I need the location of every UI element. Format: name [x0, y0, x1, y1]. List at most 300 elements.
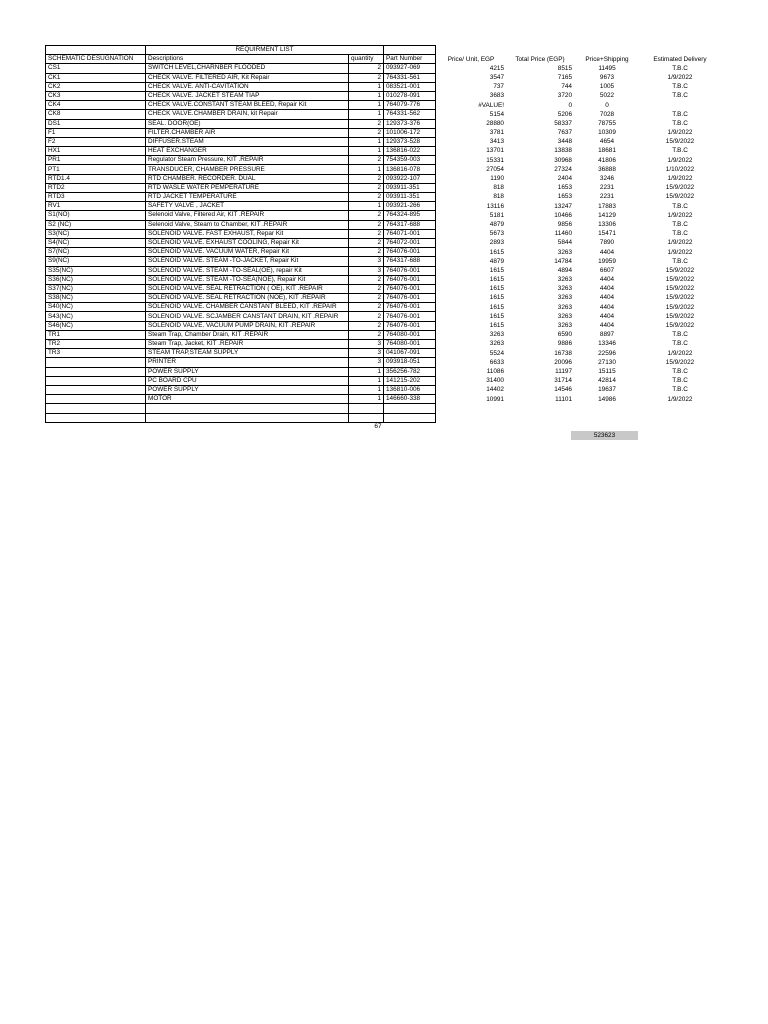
price-row — [436, 64, 720, 73]
unit-price-cell: 1615 — [489, 322, 504, 330]
table-row — [46, 193, 436, 202]
part-number-cell: 764076-001 — [384, 294, 436, 303]
total-price-cell: 3263 — [557, 294, 572, 302]
quantity-cell: 2 — [349, 284, 384, 293]
part-number-cell: 764076-001 — [384, 303, 436, 312]
table-row — [46, 156, 436, 165]
price-shipping-cell: 27130 — [598, 358, 616, 366]
part-number-cell: 129373-376 — [384, 119, 436, 128]
price-shipping-cell: 36888 — [598, 165, 616, 173]
description-cell: SOLENOID VALVE. VACUUM PUMP DRAIN, KIT .REPAIR — [146, 321, 349, 330]
delivery-cell: 1/9/2022 — [667, 349, 693, 357]
price-shipping-cell: 22596 — [598, 349, 616, 357]
header-part-number: Part Number — [384, 55, 436, 64]
unit-price-cell: 4879 — [489, 257, 504, 265]
quantity-cell: 2 — [349, 73, 384, 82]
table-row — [46, 284, 436, 293]
unit-price-cell: 3781 — [489, 129, 504, 137]
unit-price-cell: 31400 — [486, 377, 504, 385]
price-shipping-cell: 15115 — [598, 367, 616, 375]
quantity-cell: 2 — [349, 183, 384, 192]
description-cell: SOLENOID VALVE. STEAM -TO-SEA(NOE), Repair Kit — [146, 275, 349, 284]
quantity-cell: 2 — [349, 128, 384, 137]
designation-cell: S36(NC) — [46, 275, 146, 284]
price-table — [436, 55, 720, 404]
total-price-cell: 3263 — [557, 285, 572, 293]
price-row — [436, 83, 720, 92]
designation-cell: CK8 — [46, 110, 146, 119]
price-shipping-cell: 4404 — [599, 303, 615, 311]
header-unit-price: Price/ Unit, EGP — [447, 55, 495, 63]
quantity-cell: 2 — [349, 330, 384, 339]
description-cell: SEAL. DOOR(OE) — [146, 119, 349, 128]
price-shipping-cell: 4404 — [599, 322, 615, 330]
quantity-cell: 2 — [349, 238, 384, 247]
delivery-cell: 15/9/2022 — [665, 322, 695, 330]
total-price-cell: 13838 — [554, 147, 572, 155]
price-shipping-cell: 5022 — [599, 92, 615, 100]
price-shipping-cell: 3246 — [599, 175, 615, 183]
description-cell: CHECK VALVE. ANTI-CAVITATION — [146, 82, 349, 91]
part-number-cell: 764076-001 — [384, 266, 436, 275]
total-price-cell: 11101 — [555, 395, 572, 403]
description-cell: RTD JACKET TEMPERATURE — [146, 193, 349, 202]
part-number-cell: 083521-001 — [384, 82, 436, 91]
description-cell: Selenoid Valve, Filtered Air, KIT .REPAIR — [146, 211, 349, 220]
price-row — [436, 193, 720, 202]
table-row — [46, 349, 436, 358]
unit-price-cell: 3413 — [489, 138, 504, 146]
quantity-cell: 1 — [349, 101, 384, 110]
description-cell: CHECK VALVE. FILTERED AIR, Kit Repair — [146, 73, 349, 82]
empty-cell — [384, 413, 436, 422]
table-row — [46, 395, 436, 404]
price-row — [436, 285, 720, 294]
price-row — [436, 147, 720, 156]
price-shipping-cell: 9673 — [599, 73, 615, 81]
designation-cell: DS1 — [46, 119, 146, 128]
quantity-cell: 1 — [349, 147, 384, 156]
table-row — [46, 238, 436, 247]
quantity-cell: 2 — [349, 174, 384, 183]
table-row — [46, 294, 436, 303]
price-columns — [436, 55, 720, 404]
delivery-cell: T.B.C — [672, 331, 688, 339]
price-row — [436, 129, 720, 138]
table-row — [46, 183, 436, 192]
part-number-cell: 129373-528 — [384, 137, 436, 146]
delivery-cell: 1/9/2022 — [667, 129, 693, 137]
table-row — [46, 101, 436, 110]
description-cell: SOLENOID VALVE. SEAL RETRACTION (NOE), KIT .REPAIR — [146, 294, 349, 303]
quantity-cell: 2 — [349, 193, 384, 202]
unit-price-cell: 1615 — [489, 285, 504, 293]
price-row — [436, 184, 720, 193]
total-price-cell: 6590 — [557, 331, 572, 339]
total-price-cell: 30968 — [554, 156, 572, 164]
table-row — [46, 229, 436, 238]
quantity-cell: 3 — [349, 266, 384, 275]
total-price-cell: 9886 — [557, 340, 572, 348]
unit-price-cell: 1615 — [489, 276, 504, 284]
empty-cell — [146, 404, 349, 413]
delivery-cell: T.B.C — [672, 230, 688, 238]
delivery-cell: T.B.C — [672, 83, 688, 91]
price-shipping-cell: 4404 — [599, 294, 615, 302]
part-number-cell: 093927-069 — [384, 64, 436, 73]
price-shipping-cell: 14129 — [598, 211, 616, 219]
total-price-cell: 5844 — [557, 239, 572, 247]
part-number-cell: 764076-001 — [384, 312, 436, 321]
empty-cell — [384, 404, 436, 413]
price-row — [436, 294, 720, 303]
empty-cell — [349, 413, 384, 422]
description-cell: SOLENOID VALVE. FAST EXHAUST, Repar Kit — [146, 229, 349, 238]
designation-cell: S2 (NC) — [46, 220, 146, 229]
table-row — [46, 303, 436, 312]
designation-cell: S7(NC) — [46, 248, 146, 257]
part-number-cell: 764076-001 — [384, 321, 436, 330]
part-number-cell: 093918-051 — [384, 358, 436, 367]
price-row — [436, 386, 720, 395]
price-row — [436, 266, 720, 275]
table-row — [46, 367, 436, 376]
quantity-cell: 1 — [349, 385, 384, 394]
quantity-cell: 1 — [349, 82, 384, 91]
designation-cell: CS1 — [46, 64, 146, 73]
price-row — [436, 138, 720, 147]
price-shipping-cell: 8897 — [599, 331, 615, 339]
designation-cell: TR3 — [46, 349, 146, 358]
quantity-cell: 2 — [349, 303, 384, 312]
designation-cell: CK2 — [46, 82, 146, 91]
price-row — [436, 312, 720, 321]
description-cell: STEAM TRAP,STEAM SUPPLY — [146, 349, 349, 358]
price-shipping-cell: 4404 — [599, 312, 615, 320]
header-description: Descriptions — [146, 55, 349, 64]
footer-blank-cell — [46, 422, 146, 431]
price-row — [436, 92, 720, 101]
price-shipping-cell: 17883 — [598, 202, 616, 210]
unit-price-cell: 2893 — [489, 239, 504, 247]
description-cell: SOLENOID VALVE. SCJAMBER CANSTANT DRAIN, KIT .REPAIR — [146, 312, 349, 321]
price-shipping-cell: 1005 — [599, 83, 615, 91]
part-number-cell: 093911-351 — [384, 193, 436, 202]
part-number-cell: 764317-688 — [384, 257, 436, 266]
description-cell: PC BOARD CPU — [146, 376, 349, 385]
price-row — [436, 358, 720, 367]
price-row — [436, 349, 720, 358]
price-shipping-cell: 19637 — [598, 386, 616, 394]
total-price-cell: 5206 — [557, 110, 572, 118]
total-price-cell: 0 — [568, 101, 572, 109]
designation-cell: CK3 — [46, 91, 146, 100]
designation-cell — [46, 395, 146, 404]
total-price-cell: 14784 — [554, 257, 572, 265]
total-price-cell: 27324 — [554, 165, 572, 173]
delivery-cell — [640, 101, 720, 110]
empty-cell — [46, 404, 146, 413]
price-row — [436, 101, 720, 110]
designation-cell: RV1 — [46, 202, 146, 211]
quantity-cell: 3 — [349, 257, 384, 266]
price-row — [436, 211, 720, 220]
part-number-cell: 764317-688 — [384, 220, 436, 229]
part-number-cell: 041067-091 — [384, 349, 436, 358]
delivery-cell: 1/9/2022 — [667, 395, 693, 403]
designation-cell: RTD3 — [46, 193, 146, 202]
part-number-cell: 136816-022 — [384, 147, 436, 156]
header-row — [46, 55, 436, 64]
table-row — [46, 321, 436, 330]
designation-cell: S46(NC) — [46, 321, 146, 330]
table-row — [46, 330, 436, 339]
part-number-cell: 764080-001 — [384, 330, 436, 339]
delivery-cell: 15/9/2022 — [665, 276, 695, 284]
price-row — [436, 110, 720, 119]
designation-cell: PR1 — [46, 156, 146, 165]
quantity-cell: 3 — [349, 349, 384, 358]
table-row — [46, 119, 436, 128]
quantity-cell: 1 — [349, 91, 384, 100]
quantity-cell: 2 — [349, 275, 384, 284]
requirement-table — [45, 45, 436, 431]
quantity-cell: 2 — [349, 64, 384, 73]
unit-price-cell: 13701 — [486, 147, 504, 155]
price-shipping-cell: 4654 — [599, 138, 615, 146]
delivery-cell: 1/9/2022 — [667, 248, 693, 256]
quantity-cell: 2 — [349, 211, 384, 220]
part-number-cell: 764076-001 — [384, 284, 436, 293]
price-shipping-cell: 13306 — [598, 220, 616, 228]
total-price-cell: 1653 — [557, 193, 572, 201]
description-cell: Steam Trap, Jacket, KIT .REPAIR — [146, 340, 349, 349]
price-shipping-cell: 19959 — [598, 257, 616, 265]
unit-price-cell: 737 — [493, 83, 504, 91]
part-number-cell: 093921-266 — [384, 202, 436, 211]
total-price-cell: 7637 — [557, 129, 572, 137]
delivery-cell: 15/9/2022 — [665, 312, 695, 320]
delivery-cell: 15/9/2022 — [665, 266, 695, 274]
total-price-cell: 31714 — [554, 377, 572, 385]
table-row — [46, 73, 436, 82]
price-shipping-cell: 4404 — [599, 276, 615, 284]
table-row — [46, 91, 436, 100]
delivery-cell: 15/9/2022 — [665, 294, 695, 302]
delivery-cell: 15/9/2022 — [665, 303, 695, 311]
price-shipping-cell: 15471 — [598, 230, 616, 238]
designation-cell: S3(NC) — [46, 229, 146, 238]
price-row — [436, 239, 720, 248]
price-shipping-cell: 11495 — [598, 64, 616, 72]
description-cell: POWER SUPPLY — [146, 385, 349, 394]
quantity-cell: 1 — [349, 137, 384, 146]
empty-row — [46, 404, 436, 413]
price-row — [436, 119, 720, 128]
description-cell: RTD CHAMBER. RECORDER. DUAL — [146, 174, 349, 183]
quantity-cell: 1 — [349, 395, 384, 404]
description-cell: HEAT EXCHANGER — [146, 147, 349, 156]
price-shipping-cell: 14986 — [598, 395, 616, 403]
price-shipping-cell: 7890 — [599, 239, 615, 247]
price-row — [436, 367, 720, 376]
description-cell: CHECK VALVE.CHAMBER DRAIN, kit Repair — [146, 110, 349, 119]
delivery-cell: 1/9/2022 — [667, 239, 693, 247]
delivery-cell: T.B.C — [672, 147, 688, 155]
table-row — [46, 110, 436, 119]
table-row — [46, 128, 436, 137]
part-number-cell: 764331-561 — [384, 73, 436, 82]
designation-cell: HX1 — [46, 147, 146, 156]
price-row — [436, 202, 720, 211]
price-shipping-cell: 13346 — [598, 340, 616, 348]
description-cell: SOLENOID VALVE. SEAL RETRACTION ( OE), KIT .REPAIR — [146, 284, 349, 293]
price-row — [436, 331, 720, 340]
empty-cell — [46, 413, 146, 422]
description-cell: POWER SUPPLY — [146, 367, 349, 376]
unit-price-cell: 5154 — [489, 110, 504, 118]
delivery-cell: 15/9/2022 — [665, 138, 695, 146]
designation-cell: S4(NC) — [46, 238, 146, 247]
footer-blank-cell — [384, 422, 436, 431]
header-total-price: Total Price (EGP) — [515, 55, 565, 63]
total-price-cell: 3263 — [557, 248, 572, 256]
table-row — [46, 312, 436, 321]
title-row — [46, 46, 436, 55]
table-row — [46, 165, 436, 174]
table-row — [46, 220, 436, 229]
header-designation: SCHEMATIC DESUGNATION — [46, 55, 146, 64]
unit-price-cell: 818 — [493, 193, 504, 201]
price-shipping-cell: 2231 — [599, 193, 615, 201]
unit-price-cell: 5181 — [489, 211, 504, 219]
price-row — [436, 230, 720, 239]
header-price-shipping: Price+Shipping — [585, 55, 629, 63]
price-row — [436, 220, 720, 229]
part-number-cell: 136816-078 — [384, 165, 436, 174]
description-cell: FILTER.CHAMBER AIR — [146, 128, 349, 137]
total-price-cell: 2404 — [557, 175, 572, 183]
part-number-cell: 764076-001 — [384, 248, 436, 257]
empty-row — [46, 413, 436, 422]
part-number-cell: 146660-338 — [384, 395, 436, 404]
price-shipping-cell: 6607 — [599, 266, 615, 274]
table-row — [46, 82, 436, 91]
description-cell: SOLENOID VALVE. VACUUM WATER, Repair Kit — [146, 248, 349, 257]
part-number-cell: 754359-003 — [384, 156, 436, 165]
quantity-cell: 2 — [349, 312, 384, 321]
designation-cell: S9(NC) — [46, 257, 146, 266]
part-number-cell: 356256-782 — [384, 367, 436, 376]
price-shipping-cell: 4404 — [599, 248, 615, 256]
table-row — [46, 385, 436, 394]
quantity-cell: 3 — [349, 340, 384, 349]
price-shipping-cell: 0 — [605, 101, 609, 109]
table-row — [46, 266, 436, 275]
delivery-cell: T.B.C — [672, 202, 688, 210]
price-shipping-cell: 10309 — [598, 129, 616, 137]
part-number-cell: 764071-001 — [384, 229, 436, 238]
unit-price-cell: 4879 — [489, 220, 504, 228]
description-cell: Regulator Steam Pressure, KIT .REPAIR — [146, 156, 349, 165]
sheet-title: REQUIRMENT LIST — [146, 46, 384, 55]
delivery-cell: 1/10/2022 — [665, 165, 695, 173]
designation-cell: F1 — [46, 128, 146, 137]
total-price-cell: 13247 — [554, 202, 572, 210]
description-cell: RTD WASLE WATER PEMPERATURE — [146, 183, 349, 192]
designation-cell: RTD2 — [46, 183, 146, 192]
part-number-cell: 093922-107 — [384, 174, 436, 183]
quantity-cell: 2 — [349, 321, 384, 330]
unit-price-cell: 818 — [493, 184, 504, 192]
designation-cell: F2 — [46, 137, 146, 146]
delivery-cell: T.B.C — [672, 367, 688, 375]
header-quantity: quantity — [349, 55, 384, 64]
price-row — [436, 257, 720, 266]
designation-cell: CK1 — [46, 73, 146, 82]
price-row — [436, 165, 720, 174]
total-price-cell: 4894 — [557, 266, 572, 274]
delivery-cell: T.B.C — [672, 64, 688, 72]
designation-cell: CK4 — [46, 101, 146, 110]
unit-price-cell: 15331 — [486, 156, 504, 164]
unit-price-cell: 14402 — [486, 386, 504, 394]
designation-cell: TR1 — [46, 330, 146, 339]
unit-price-cell: 3683 — [489, 92, 504, 100]
part-number-cell: 764072-001 — [384, 238, 436, 247]
footer-row — [46, 422, 436, 431]
price-row — [436, 73, 720, 82]
table-row — [46, 137, 436, 146]
description-cell: Selenoid Valve, Steam to Chamber, KIT .REPAIR — [146, 220, 349, 229]
part-number-cell: 764080-001 — [384, 340, 436, 349]
table-row — [46, 248, 436, 257]
price-row — [436, 174, 720, 183]
price-shipping-cell: 78755 — [598, 119, 616, 127]
table-row — [46, 376, 436, 385]
delivery-cell: T.B.C — [672, 340, 688, 348]
description-cell: SWITCH LEVEL,CHARNBER FLOODED — [146, 64, 349, 73]
unit-price-cell: 4215 — [489, 64, 504, 72]
description-cell: PRINTER — [146, 358, 349, 367]
table-row — [46, 147, 436, 156]
table-row — [46, 358, 436, 367]
unit-price-cell: 1615 — [489, 248, 504, 256]
description-cell: SAFETY VALVE , JACKET — [146, 202, 349, 211]
part-number-cell: 764076-001 — [384, 275, 436, 284]
delivery-cell: 15/9/2022 — [665, 358, 695, 366]
quantity-cell: 1 — [349, 202, 384, 211]
price-header-row — [436, 55, 720, 64]
total-price-cell: 20096 — [554, 358, 572, 366]
delivery-cell: 1/9/2022 — [667, 156, 693, 164]
unit-price-cell: 28880 — [486, 119, 504, 127]
price-row — [436, 248, 720, 257]
total-price-cell: 11197 — [555, 367, 572, 375]
quantity-cell: 2 — [349, 119, 384, 128]
quantity-cell: 2 — [349, 156, 384, 165]
price-row — [436, 340, 720, 349]
unit-price-cell: 1615 — [489, 312, 504, 320]
unit-price-cell: 27054 — [486, 165, 504, 173]
total-price-cell: 3448 — [557, 138, 572, 146]
empty-cell — [349, 404, 384, 413]
total-price-cell: 9856 — [557, 220, 572, 228]
unit-price-cell: 3547 — [489, 73, 504, 81]
price-row — [436, 377, 720, 386]
price-row — [436, 303, 720, 312]
designation-cell: S43(NC) — [46, 312, 146, 321]
